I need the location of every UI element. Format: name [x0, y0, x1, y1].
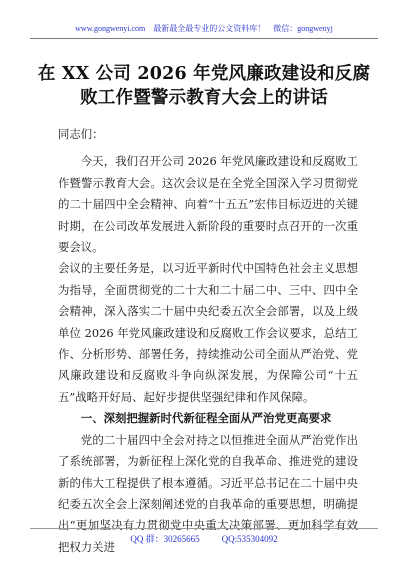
- greeting: 同志们：: [58, 127, 104, 141]
- paragraph-3: 党的二十届四中全会对持之以恒推进全面从严治党作出了系统部署，为新征程上深化党的自我革命、推进党的建设新的伟大工程提供了根本遵循。习近平总书记在二十届中央纪委五次全会上深刻阐述党的自我革命的重要思想，明确提出“更加坚决有力贯彻党中央重大决策部署、更加科学有效把权力关进: [58, 432, 358, 554]
- page-footer: [30, 532, 378, 546]
- header-divider: [30, 38, 378, 39]
- page-header: [30, 22, 378, 36]
- paragraph-1: 今天，我们召开公司 2026 年党风廉政建设和反腐败工作暨警示教育大会。这次会议是在全党全国深入学习贯彻党的二十届四中全会精神、向着“十五五”宏伟目标迈进的关键时期，在公司改革发展进入新阶段的重要时点召开的一次重要会议。: [58, 154, 358, 255]
- footer-qq-group: QQ 群：30265665: [130, 534, 200, 544]
- document-body: [58, 124, 358, 558]
- paragraph-2: 会议的主要任务是，以习近平新时代中国特色社会主义思想为指导，全面贯彻党的二十大和二十届二中、三中、四中全会精神，深入落实二十届中央纪委五次全会部署，以及上级单位 2026 年党风廉政建设和反腐败工作会议要求，总结工作、分析形势、部署任务，持续推动公司全面从严治党、党风廉政建设和反腐败斗争向纵深发展，为保障公司“十五五”战略开好局、起好步提供坚强纪律和作风保障。: [58, 261, 358, 404]
- header-slogan: 最新最全最专业的公文资料库！: [153, 24, 266, 33]
- header-wechat: 微信：gongwenyj: [273, 24, 333, 33]
- section-heading-1: 一、深刻把握新时代新征程全面从严治党更高要求: [80, 411, 332, 426]
- document-title: [20, 62, 388, 110]
- footer-divider: [30, 528, 378, 529]
- header-site-link[interactable]: www.gongwenyi.com: [75, 24, 146, 33]
- footer-qq-contact: QQ:535304092: [221, 534, 278, 544]
- title-line-1: 在 XX 公司 2026 年党风廉政建设和反腐: [37, 64, 371, 84]
- title-line-2: 败工作暨警示教育大会上的讲话: [80, 88, 328, 108]
